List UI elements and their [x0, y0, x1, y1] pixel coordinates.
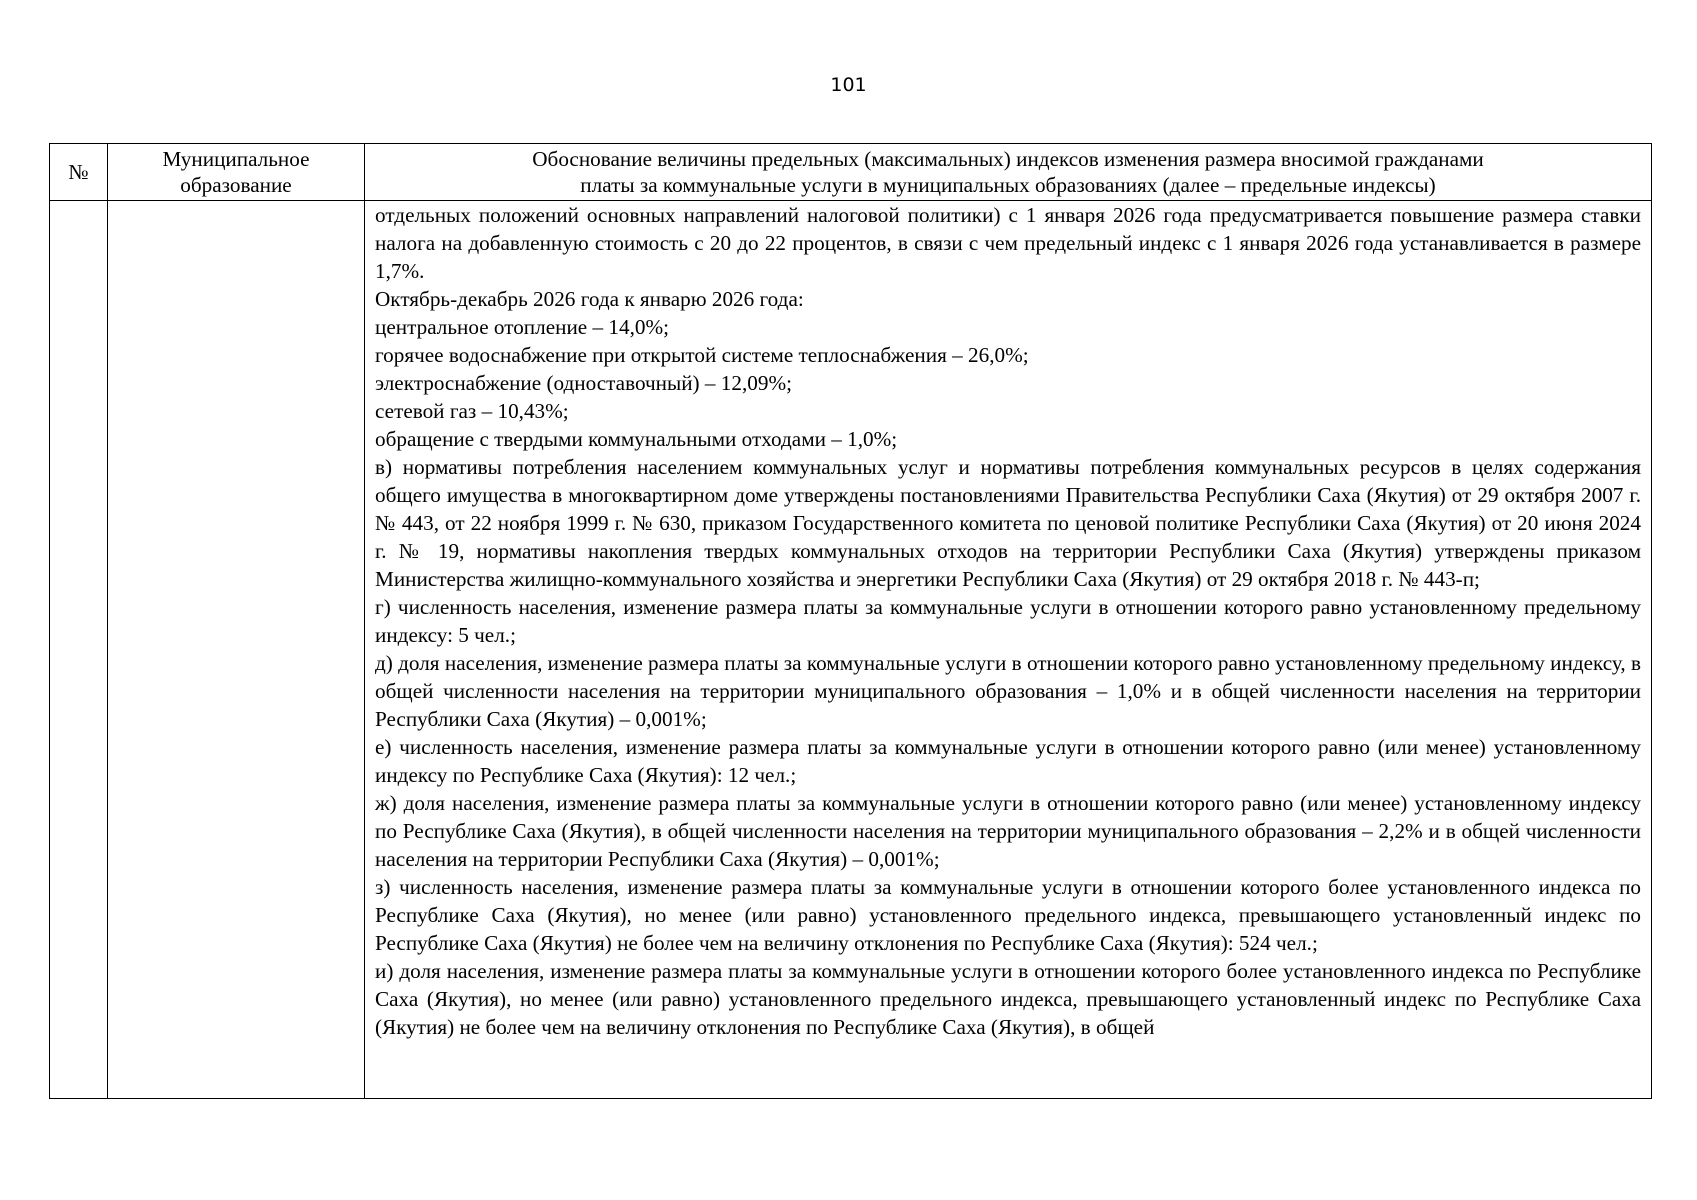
paragraph-item-d: д) доля населения, изменение размера платы за коммунальные услуги в отношении которого равно установленному предельному индексу, в общей численности населения на территории муниципального образования – 1,0% и в общей численности населения на территории Республики Саха (Якутия) – 0,001%; — [375, 651, 1641, 731]
paragraph-period: Октябрь-декабрь 2026 года к январю 2026 года: — [375, 287, 804, 311]
paragraph-electricity: электроснабжение (одноставочный) – 12,09%; — [375, 371, 793, 395]
cell-justification — [365, 201, 1652, 1099]
paragraph-item-v: в) нормативы потребления населением коммунальных услуг и нормативы потребления коммунальных ресурсов в целях содержания общего имущества в многоквартирном доме утверждены постановлениями Правительства Республики Саха (Якутия) от 29 октября 2007 г. № 443, от 22 ноября 1999 г. № 630, приказом Государственного комитета по ценовой политике Республики Саха (Якутия) от 20 июня 2024 г. № 19, нормативы накопления твердых коммунальных отходов на территории Республики Саха (Якутия) утверждены приказом Министерства жилищно-коммунального хозяйства и энергетики Республики Саха (Якутия) от 29 октября 2018 г. № 443-п; — [375, 455, 1641, 591]
paragraph-item-g: г) численность населения, изменение размера платы за коммунальные услуги в отношении которого равно установленному предельному индексу: 5 чел.; — [375, 595, 1641, 647]
header-justification-line1: Обоснование величины предельных (максимальных) индексов изменения размера вносимой гражданами — [532, 147, 1484, 171]
header-municipality: Муниципальное образование — [108, 144, 365, 201]
paragraph-item-e: е) численность населения, изменение размера платы за коммунальные услуги в отношении которого равно (или менее) установленному индексу по Республике Саха (Якутия): 12 чел.; — [375, 735, 1641, 787]
paragraph-tax-policy: отдельных положений основных направлений налоговой политики) с 1 января 2026 года предусматривается повышение размера ставки налога на добавленную стоимость с 20 до 22 процентов, в связи с чем предельный индекс с 1 января 2026 года устанавливается в размере 1,7%. — [375, 203, 1641, 283]
header-justification-line2: платы за коммунальные услуги в муниципальных образованиях (далее – предельные индексы) — [580, 173, 1436, 197]
table-row — [50, 201, 1652, 1099]
cell-municipality — [108, 201, 365, 1099]
justification-text — [365, 201, 1651, 1041]
paragraph-heating: центральное отопление – 14,0%; — [375, 315, 669, 339]
paragraph-item-i: и) доля населения, изменение размера платы за коммунальные услуги в отношении которого более установленного индекса по Республике Саха (Якутия), но менее (или равно) установленного предельного индекса, превышающего установленный индекс по Республике Саха (Якутия) не более чем на величину отклонения по Республике Саха (Якутия), в общей — [375, 959, 1641, 1039]
paragraph-hot-water: горячее водоснабжение при открытой системе теплоснабжения – 26,0%; — [375, 343, 1029, 367]
justification-table — [49, 143, 1652, 1099]
paragraph-item-z: з) численность населения, изменение размера платы за коммунальные услуги в отношении которого более установленного индекса по Республике Саха (Якутия), но менее (или равно) установленного предельного индекса, превышающего установленный индекс по Республике Саха (Якутия) не более чем на величину отклонения по Республике Саха (Якутия): 524 чел.; — [375, 875, 1641, 955]
header-justification — [365, 144, 1652, 201]
page-number: 101 — [830, 74, 867, 96]
header-number: № — [50, 144, 108, 201]
paragraph-item-zh: ж) доля населения, изменение размера платы за коммунальные услуги в отношении которого равно (или менее) установленному индексу по Республике Саха (Якутия), в общей численности населения на территории муниципального образования – 2,2% и в общей численности населения на территории Республики Саха (Якутия) – 0,001%; — [375, 791, 1641, 871]
cell-number — [50, 201, 108, 1099]
paragraph-gas: сетевой газ – 10,43%; — [375, 399, 569, 423]
paragraph-waste: обращение с твердыми коммунальными отходами – 1,0%; — [375, 427, 898, 451]
table-header-row — [50, 144, 1652, 201]
